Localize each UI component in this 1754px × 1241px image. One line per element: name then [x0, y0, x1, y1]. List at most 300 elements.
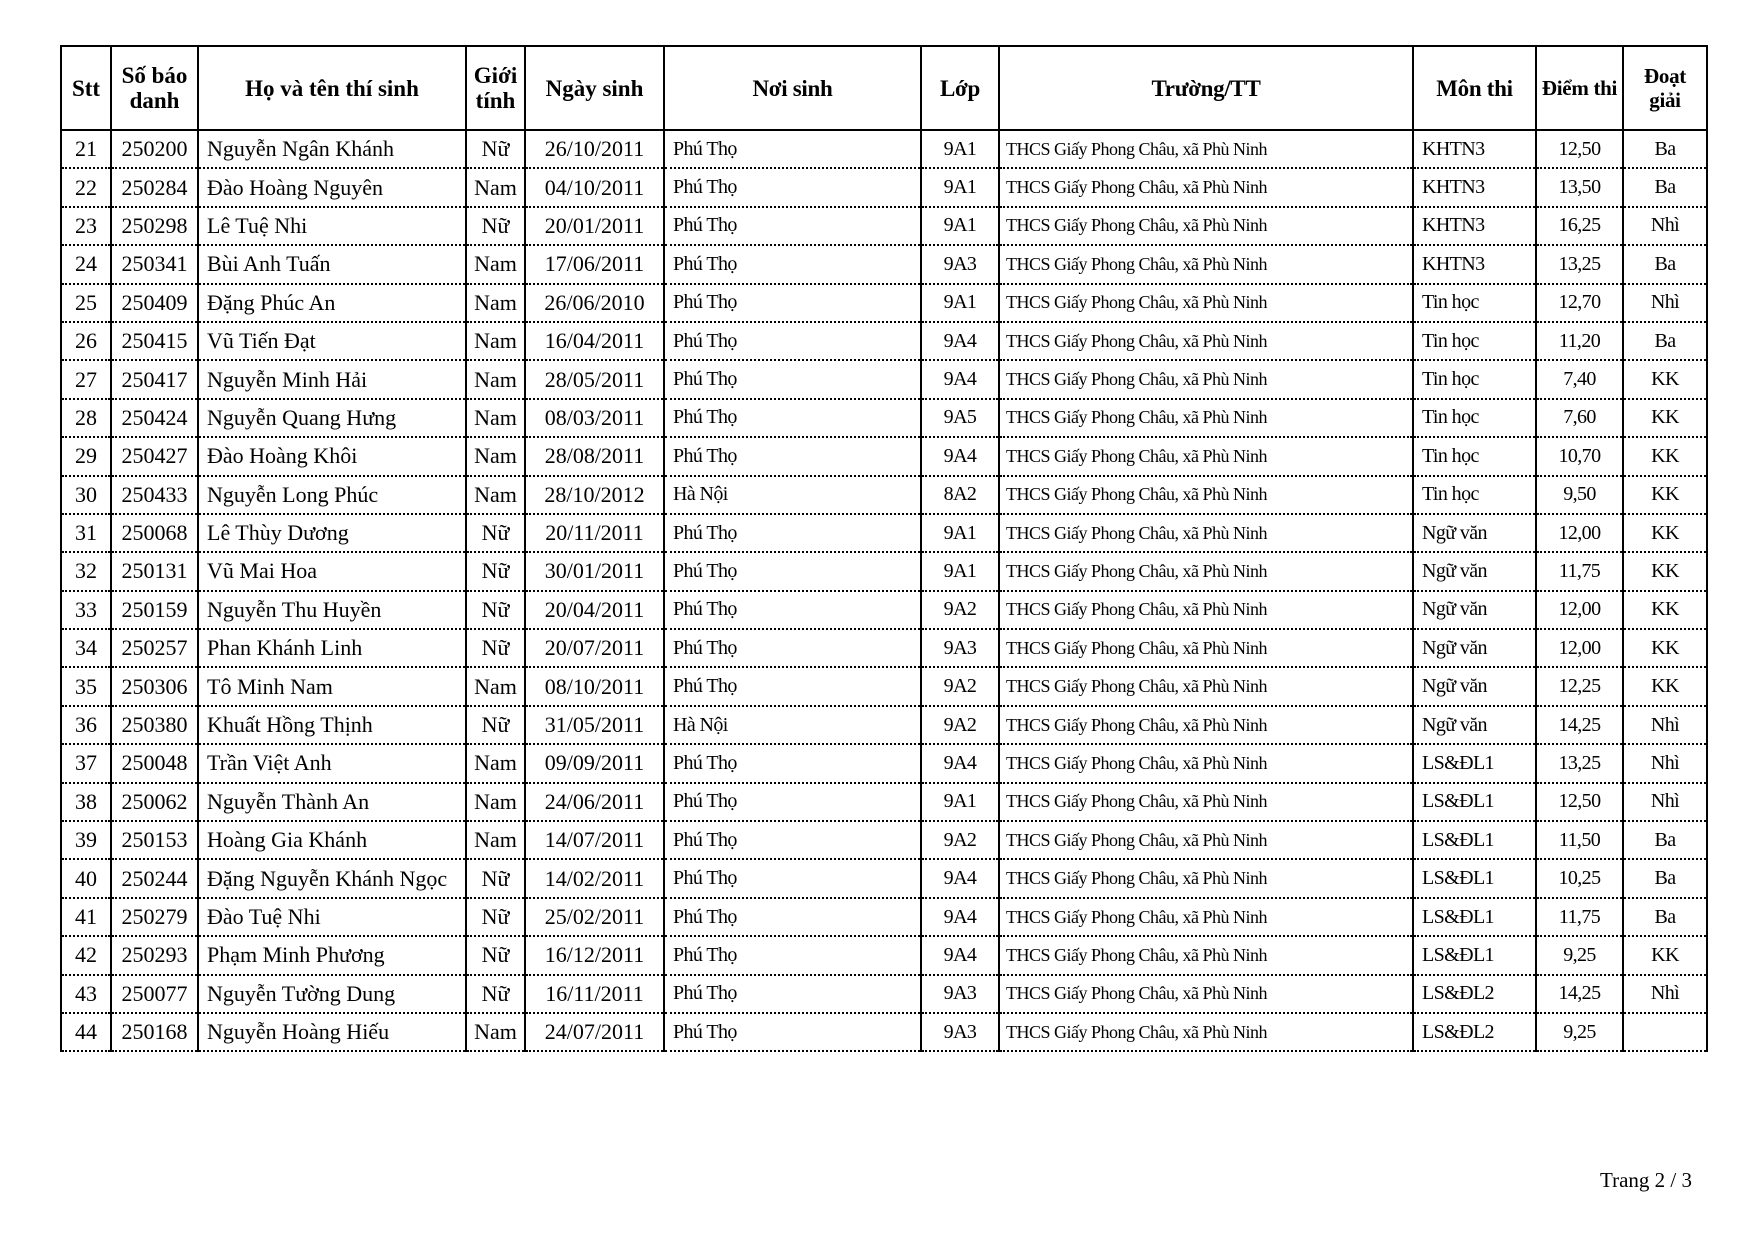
- cell-score: 12,25: [1536, 667, 1623, 705]
- cell-award: Ba: [1623, 168, 1707, 206]
- cell-sbd: 250077: [111, 975, 198, 1013]
- cell-name: Nguyễn Tường Dung: [198, 975, 466, 1013]
- cell-award: KK: [1623, 667, 1707, 705]
- cell-subject: KHTN3: [1413, 168, 1536, 206]
- cell-name: Bùi Anh Tuấn: [198, 245, 466, 283]
- cell-school: THCS Giấy Phong Châu, xã Phù Ninh: [999, 898, 1413, 936]
- cell-score: 7,40: [1536, 360, 1623, 398]
- cell-class: 9A1: [921, 514, 999, 552]
- cell-subject: LS&ĐL1: [1413, 859, 1536, 897]
- cell-score: 10,25: [1536, 859, 1623, 897]
- cell-birthplace: Phú Thọ: [664, 130, 921, 168]
- cell-score: 11,75: [1536, 552, 1623, 590]
- cell-dob: 24/07/2011: [525, 1013, 664, 1051]
- cell-award: Ba: [1623, 859, 1707, 897]
- cell-birthplace: Phú Thọ: [664, 437, 921, 475]
- cell-sbd: 250257: [111, 629, 198, 667]
- cell-birthplace: Phú Thọ: [664, 898, 921, 936]
- cell-name: Nguyễn Minh Hải: [198, 360, 466, 398]
- cell-class: 9A4: [921, 322, 999, 360]
- cell-score: 16,25: [1536, 207, 1623, 245]
- cell-award: KK: [1623, 514, 1707, 552]
- cell-birthplace: Phú Thọ: [664, 168, 921, 206]
- page-number: Trang 2 / 3: [1600, 1168, 1692, 1192]
- cell-dob: 20/11/2011: [525, 514, 664, 552]
- cell-school: THCS Giấy Phong Châu, xã Phù Ninh: [999, 667, 1413, 705]
- cell-stt: 39: [61, 821, 111, 859]
- cell-subject: KHTN3: [1413, 245, 1536, 283]
- table-row: [61, 783, 1707, 821]
- cell-award: KK: [1623, 476, 1707, 514]
- table-row: [61, 898, 1707, 936]
- cell-award: Nhì: [1623, 284, 1707, 322]
- cell-name: Tô Minh Nam: [198, 667, 466, 705]
- cell-dob: 14/07/2011: [525, 821, 664, 859]
- cell-subject: Tin học: [1413, 437, 1536, 475]
- cell-award: KK: [1623, 552, 1707, 590]
- cell-sbd: 250415: [111, 322, 198, 360]
- cell-gender: Nữ: [466, 936, 525, 974]
- cell-subject: Ngữ văn: [1413, 514, 1536, 552]
- table-row: [61, 667, 1707, 705]
- cell-birthplace: Phú Thọ: [664, 207, 921, 245]
- cell-subject: LS&ĐL1: [1413, 936, 1536, 974]
- cell-award: Ba: [1623, 322, 1707, 360]
- cell-score: 13,50: [1536, 168, 1623, 206]
- cell-dob: 04/10/2011: [525, 168, 664, 206]
- cell-stt: 29: [61, 437, 111, 475]
- cell-dob: 28/05/2011: [525, 360, 664, 398]
- cell-dob: 31/05/2011: [525, 706, 664, 744]
- cell-school: THCS Giấy Phong Châu, xã Phù Ninh: [999, 130, 1413, 168]
- cell-class: 9A1: [921, 130, 999, 168]
- cell-stt: 23: [61, 207, 111, 245]
- cell-award: Ba: [1623, 245, 1707, 283]
- cell-class: 9A3: [921, 245, 999, 283]
- cell-score: 9,25: [1536, 936, 1623, 974]
- cell-dob: 26/06/2010: [525, 284, 664, 322]
- cell-gender: Nam: [466, 783, 525, 821]
- cell-stt: 41: [61, 898, 111, 936]
- cell-award: Ba: [1623, 130, 1707, 168]
- cell-dob: 25/02/2011: [525, 898, 664, 936]
- cell-class: 9A4: [921, 936, 999, 974]
- cell-award: Nhì: [1623, 706, 1707, 744]
- cell-school: THCS Giấy Phong Châu, xã Phù Ninh: [999, 591, 1413, 629]
- cell-name: Đào Tuệ Nhi: [198, 898, 466, 936]
- cell-stt: 28: [61, 399, 111, 437]
- cell-award: KK: [1623, 591, 1707, 629]
- cell-sbd: 250279: [111, 898, 198, 936]
- cell-name: Nguyễn Ngân Khánh: [198, 130, 466, 168]
- cell-class: 9A5: [921, 399, 999, 437]
- cell-gender: Nam: [466, 322, 525, 360]
- cell-school: THCS Giấy Phong Châu, xã Phù Ninh: [999, 1013, 1413, 1051]
- cell-subject: Tin học: [1413, 476, 1536, 514]
- cell-birthplace: Hà Nội: [664, 706, 921, 744]
- table-row: [61, 207, 1707, 245]
- cell-class: 8A2: [921, 476, 999, 514]
- table-row: [61, 629, 1707, 667]
- cell-class: 9A1: [921, 783, 999, 821]
- cell-score: 9,50: [1536, 476, 1623, 514]
- cell-sbd: 250341: [111, 245, 198, 283]
- cell-gender: Nữ: [466, 859, 525, 897]
- cell-gender: Nam: [466, 284, 525, 322]
- cell-birthplace: Phú Thọ: [664, 552, 921, 590]
- cell-award: Nhì: [1623, 744, 1707, 782]
- cell-stt: 40: [61, 859, 111, 897]
- cell-class: 9A3: [921, 975, 999, 1013]
- cell-class: 9A1: [921, 207, 999, 245]
- cell-sbd: 250293: [111, 936, 198, 974]
- cell-birthplace: Phú Thọ: [664, 821, 921, 859]
- cell-school: THCS Giấy Phong Châu, xã Phù Ninh: [999, 284, 1413, 322]
- cell-subject: KHTN3: [1413, 130, 1536, 168]
- header-class: Lớp: [921, 46, 999, 130]
- cell-score: 11,50: [1536, 821, 1623, 859]
- header-score: Điểm thi: [1536, 46, 1623, 130]
- cell-subject: Ngữ văn: [1413, 706, 1536, 744]
- table-row: [61, 284, 1707, 322]
- cell-dob: 26/10/2011: [525, 130, 664, 168]
- cell-gender: Nữ: [466, 975, 525, 1013]
- table-row: [61, 859, 1707, 897]
- cell-subject: LS&ĐL2: [1413, 1013, 1536, 1051]
- cell-score: 9,25: [1536, 1013, 1623, 1051]
- cell-subject: LS&ĐL2: [1413, 975, 1536, 1013]
- cell-school: THCS Giấy Phong Châu, xã Phù Ninh: [999, 821, 1413, 859]
- cell-name: Lê Tuệ Nhi: [198, 207, 466, 245]
- cell-name: Phạm Minh Phương: [198, 936, 466, 974]
- cell-name: Đào Hoàng Khôi: [198, 437, 466, 475]
- table-row: [61, 399, 1707, 437]
- cell-name: Nguyễn Thành An: [198, 783, 466, 821]
- table-row: [61, 322, 1707, 360]
- header-row: [61, 46, 1707, 130]
- cell-score: 12,50: [1536, 130, 1623, 168]
- cell-school: THCS Giấy Phong Châu, xã Phù Ninh: [999, 245, 1413, 283]
- cell-award: KK: [1623, 399, 1707, 437]
- cell-class: 9A4: [921, 898, 999, 936]
- header-name: Họ và tên thí sinh: [198, 46, 466, 130]
- header-sbd: Số báo danh: [111, 46, 198, 130]
- cell-score: 10,70: [1536, 437, 1623, 475]
- cell-birthplace: Phú Thọ: [664, 936, 921, 974]
- cell-dob: 30/01/2011: [525, 552, 664, 590]
- cell-school: THCS Giấy Phong Châu, xã Phù Ninh: [999, 975, 1413, 1013]
- cell-school: THCS Giấy Phong Châu, xã Phù Ninh: [999, 360, 1413, 398]
- cell-stt: 37: [61, 744, 111, 782]
- cell-score: 11,20: [1536, 322, 1623, 360]
- cell-class: 9A1: [921, 552, 999, 590]
- cell-award: Nhì: [1623, 207, 1707, 245]
- cell-score: 12,00: [1536, 629, 1623, 667]
- cell-dob: 24/06/2011: [525, 783, 664, 821]
- cell-name: Trần Việt Anh: [198, 744, 466, 782]
- cell-name: Khuất Hồng Thịnh: [198, 706, 466, 744]
- cell-school: THCS Giấy Phong Châu, xã Phù Ninh: [999, 476, 1413, 514]
- cell-dob: 16/04/2011: [525, 322, 664, 360]
- cell-school: THCS Giấy Phong Châu, xã Phù Ninh: [999, 168, 1413, 206]
- cell-stt: 26: [61, 322, 111, 360]
- cell-class: 9A2: [921, 706, 999, 744]
- cell-school: THCS Giấy Phong Châu, xã Phù Ninh: [999, 936, 1413, 974]
- cell-name: Nguyễn Long Phúc: [198, 476, 466, 514]
- cell-dob: 08/10/2011: [525, 667, 664, 705]
- header-subject: Môn thi: [1413, 46, 1536, 130]
- header-award: Đoạt giải: [1623, 46, 1707, 130]
- cell-gender: Nam: [466, 168, 525, 206]
- cell-subject: LS&ĐL1: [1413, 744, 1536, 782]
- cell-subject: Ngữ văn: [1413, 552, 1536, 590]
- cell-score: 14,25: [1536, 975, 1623, 1013]
- header-birthplace: Nơi sinh: [664, 46, 921, 130]
- cell-stt: 24: [61, 245, 111, 283]
- cell-sbd: 250048: [111, 744, 198, 782]
- cell-award: KK: [1623, 437, 1707, 475]
- cell-gender: Nam: [466, 245, 525, 283]
- cell-birthplace: Phú Thọ: [664, 744, 921, 782]
- cell-school: THCS Giấy Phong Châu, xã Phù Ninh: [999, 322, 1413, 360]
- cell-stt: 31: [61, 514, 111, 552]
- cell-gender: Nam: [466, 476, 525, 514]
- cell-stt: 21: [61, 130, 111, 168]
- cell-award: Ba: [1623, 898, 1707, 936]
- table-row: [61, 514, 1707, 552]
- cell-class: 9A4: [921, 360, 999, 398]
- cell-subject: KHTN3: [1413, 207, 1536, 245]
- cell-school: THCS Giấy Phong Châu, xã Phù Ninh: [999, 437, 1413, 475]
- cell-score: 13,25: [1536, 245, 1623, 283]
- cell-score: 12,00: [1536, 591, 1623, 629]
- cell-dob: 14/02/2011: [525, 859, 664, 897]
- cell-class: 9A2: [921, 667, 999, 705]
- cell-sbd: 250131: [111, 552, 198, 590]
- cell-dob: 28/08/2011: [525, 437, 664, 475]
- cell-stt: 30: [61, 476, 111, 514]
- cell-gender: Nữ: [466, 706, 525, 744]
- cell-sbd: 250168: [111, 1013, 198, 1051]
- cell-stt: 22: [61, 168, 111, 206]
- cell-dob: 20/01/2011: [525, 207, 664, 245]
- cell-gender: Nam: [466, 1013, 525, 1051]
- table-row: [61, 706, 1707, 744]
- cell-stt: 38: [61, 783, 111, 821]
- table-row: [61, 360, 1707, 398]
- table-row: [61, 821, 1707, 859]
- cell-score: 13,25: [1536, 744, 1623, 782]
- cell-sbd: 250244: [111, 859, 198, 897]
- cell-award: Nhì: [1623, 783, 1707, 821]
- cell-dob: 09/09/2011: [525, 744, 664, 782]
- cell-gender: Nữ: [466, 552, 525, 590]
- cell-gender: Nữ: [466, 629, 525, 667]
- cell-gender: Nữ: [466, 591, 525, 629]
- cell-sbd: 250200: [111, 130, 198, 168]
- cell-sbd: 250409: [111, 284, 198, 322]
- table-body: [61, 130, 1707, 1051]
- cell-class: 9A4: [921, 437, 999, 475]
- cell-name: Vũ Mai Hoa: [198, 552, 466, 590]
- cell-name: Vũ Tiến Đạt: [198, 322, 466, 360]
- cell-name: Nguyễn Thu Huyền: [198, 591, 466, 629]
- table-row: [61, 168, 1707, 206]
- cell-gender: Nam: [466, 821, 525, 859]
- cell-school: THCS Giấy Phong Châu, xã Phù Ninh: [999, 744, 1413, 782]
- cell-name: Đào Hoàng Nguyên: [198, 168, 466, 206]
- cell-award: Ba: [1623, 821, 1707, 859]
- cell-award: KK: [1623, 629, 1707, 667]
- cell-name: Nguyễn Quang Hưng: [198, 399, 466, 437]
- cell-school: THCS Giấy Phong Châu, xã Phù Ninh: [999, 629, 1413, 667]
- cell-dob: 16/12/2011: [525, 936, 664, 974]
- cell-birthplace: Phú Thọ: [664, 629, 921, 667]
- cell-subject: LS&ĐL1: [1413, 898, 1536, 936]
- cell-gender: Nam: [466, 667, 525, 705]
- cell-birthplace: Phú Thọ: [664, 783, 921, 821]
- cell-sbd: 250380: [111, 706, 198, 744]
- cell-award: KK: [1623, 936, 1707, 974]
- cell-school: THCS Giấy Phong Châu, xã Phù Ninh: [999, 783, 1413, 821]
- cell-sbd: 250417: [111, 360, 198, 398]
- cell-class: 9A2: [921, 821, 999, 859]
- cell-gender: Nữ: [466, 130, 525, 168]
- cell-birthplace: Phú Thọ: [664, 859, 921, 897]
- header-gender: Giới tính: [466, 46, 525, 130]
- cell-gender: Nam: [466, 744, 525, 782]
- cell-birthplace: Phú Thọ: [664, 667, 921, 705]
- cell-class: 9A3: [921, 1013, 999, 1051]
- cell-stt: 36: [61, 706, 111, 744]
- cell-name: Hoàng Gia Khánh: [198, 821, 466, 859]
- cell-birthplace: Phú Thọ: [664, 514, 921, 552]
- cell-dob: 17/06/2011: [525, 245, 664, 283]
- cell-dob: 08/03/2011: [525, 399, 664, 437]
- cell-subject: Tin học: [1413, 360, 1536, 398]
- cell-gender: Nữ: [466, 514, 525, 552]
- cell-class: 9A4: [921, 859, 999, 897]
- header-dob: Ngày sinh: [525, 46, 664, 130]
- cell-stt: 44: [61, 1013, 111, 1051]
- cell-class: 9A3: [921, 629, 999, 667]
- cell-class: 9A4: [921, 744, 999, 782]
- cell-award: [1623, 1013, 1707, 1051]
- cell-name: Đặng Nguyễn Khánh Ngọc: [198, 859, 466, 897]
- cell-birthplace: Phú Thọ: [664, 975, 921, 1013]
- table-row: [61, 744, 1707, 782]
- cell-sbd: 250062: [111, 783, 198, 821]
- cell-dob: 20/04/2011: [525, 591, 664, 629]
- cell-stt: 25: [61, 284, 111, 322]
- cell-dob: 20/07/2011: [525, 629, 664, 667]
- cell-subject: LS&ĐL1: [1413, 783, 1536, 821]
- cell-sbd: 250433: [111, 476, 198, 514]
- header-school: Trường/TT: [999, 46, 1413, 130]
- cell-name: Đặng Phúc An: [198, 284, 466, 322]
- cell-sbd: 250153: [111, 821, 198, 859]
- cell-sbd: 250427: [111, 437, 198, 475]
- cell-subject: Ngữ văn: [1413, 667, 1536, 705]
- cell-sbd: 250424: [111, 399, 198, 437]
- table-row: [61, 552, 1707, 590]
- cell-subject: Tin học: [1413, 399, 1536, 437]
- cell-subject: Ngữ văn: [1413, 591, 1536, 629]
- cell-school: THCS Giấy Phong Châu, xã Phù Ninh: [999, 207, 1413, 245]
- cell-dob: 28/10/2012: [525, 476, 664, 514]
- table-row: [61, 936, 1707, 974]
- cell-sbd: 250068: [111, 514, 198, 552]
- cell-school: THCS Giấy Phong Châu, xã Phù Ninh: [999, 552, 1413, 590]
- cell-sbd: 250159: [111, 591, 198, 629]
- cell-birthplace: Phú Thọ: [664, 360, 921, 398]
- table-row: [61, 591, 1707, 629]
- cell-class: 9A1: [921, 168, 999, 206]
- results-table: [60, 45, 1708, 1052]
- cell-stt: 34: [61, 629, 111, 667]
- cell-name: Phan Khánh Linh: [198, 629, 466, 667]
- cell-gender: Nam: [466, 399, 525, 437]
- cell-stt: 32: [61, 552, 111, 590]
- cell-score: 7,60: [1536, 399, 1623, 437]
- cell-birthplace: Phú Thọ: [664, 245, 921, 283]
- cell-birthplace: Hà Nội: [664, 476, 921, 514]
- cell-stt: 35: [61, 667, 111, 705]
- cell-class: 9A2: [921, 591, 999, 629]
- cell-name: Nguyễn Hoàng Hiếu: [198, 1013, 466, 1051]
- cell-stt: 33: [61, 591, 111, 629]
- cell-gender: Nam: [466, 437, 525, 475]
- cell-school: THCS Giấy Phong Châu, xã Phù Ninh: [999, 399, 1413, 437]
- cell-gender: Nữ: [466, 898, 525, 936]
- table-row: [61, 975, 1707, 1013]
- cell-score: 12,00: [1536, 514, 1623, 552]
- cell-birthplace: Phú Thọ: [664, 284, 921, 322]
- cell-subject: Tin học: [1413, 284, 1536, 322]
- cell-award: KK: [1623, 360, 1707, 398]
- table-row: [61, 476, 1707, 514]
- cell-subject: Tin học: [1413, 322, 1536, 360]
- cell-dob: 16/11/2011: [525, 975, 664, 1013]
- cell-gender: Nữ: [466, 207, 525, 245]
- cell-sbd: 250284: [111, 168, 198, 206]
- cell-score: 12,50: [1536, 783, 1623, 821]
- table-row: [61, 245, 1707, 283]
- cell-award: Nhì: [1623, 975, 1707, 1013]
- cell-class: 9A1: [921, 284, 999, 322]
- cell-school: THCS Giấy Phong Châu, xã Phù Ninh: [999, 514, 1413, 552]
- cell-score: 12,70: [1536, 284, 1623, 322]
- table-row: [61, 1013, 1707, 1051]
- table-row: [61, 437, 1707, 475]
- cell-school: THCS Giấy Phong Châu, xã Phù Ninh: [999, 859, 1413, 897]
- cell-name: Lê Thùy Dương: [198, 514, 466, 552]
- cell-birthplace: Phú Thọ: [664, 322, 921, 360]
- table-row: [61, 130, 1707, 168]
- cell-birthplace: Phú Thọ: [664, 399, 921, 437]
- cell-school: THCS Giấy Phong Châu, xã Phù Ninh: [999, 706, 1413, 744]
- cell-sbd: 250298: [111, 207, 198, 245]
- cell-stt: 27: [61, 360, 111, 398]
- cell-subject: LS&ĐL1: [1413, 821, 1536, 859]
- cell-score: 11,75: [1536, 898, 1623, 936]
- header-stt: Stt: [61, 46, 111, 130]
- cell-score: 14,25: [1536, 706, 1623, 744]
- cell-birthplace: Phú Thọ: [664, 591, 921, 629]
- cell-sbd: 250306: [111, 667, 198, 705]
- cell-gender: Nam: [466, 360, 525, 398]
- cell-stt: 42: [61, 936, 111, 974]
